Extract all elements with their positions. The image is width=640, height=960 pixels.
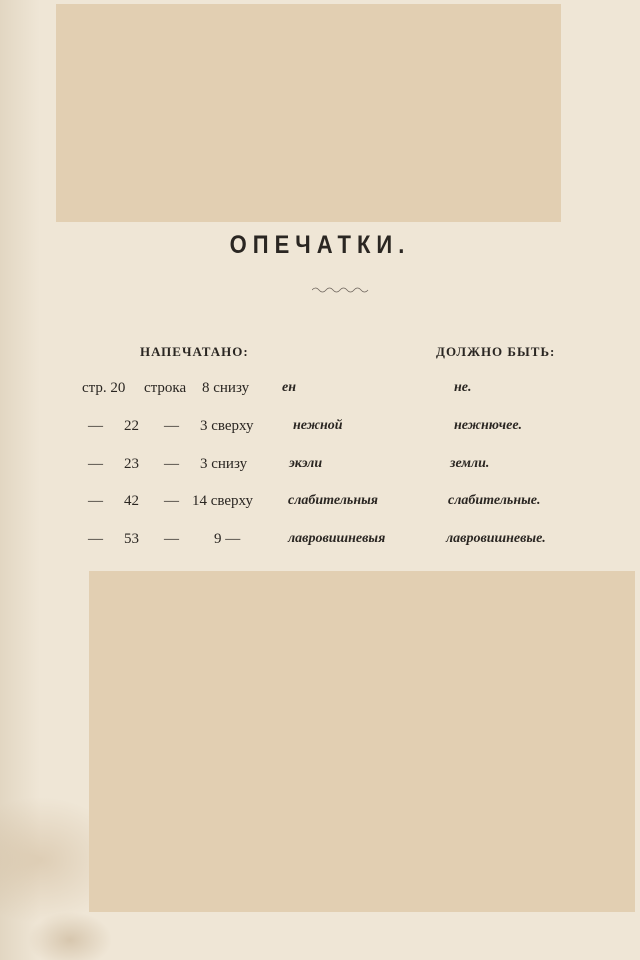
- errata-correct: не.: [454, 380, 472, 395]
- title-ornament: [312, 286, 370, 294]
- errata-row: [0, 456, 640, 480]
- errata-line: 3 снизу: [200, 456, 248, 472]
- errata-page: 22: [124, 418, 139, 434]
- errata-correct: слабительные.: [448, 493, 541, 508]
- errata-line: 3 сверху: [200, 418, 254, 434]
- errata-page: 42: [124, 493, 139, 509]
- errata-row: [0, 418, 640, 442]
- errata-correct: нежнючее.: [454, 418, 523, 433]
- errata-row: [0, 493, 640, 517]
- errata-correct: лавровишневые.: [446, 531, 546, 546]
- errata-correct: земли.: [450, 456, 490, 471]
- errata-line: 8 снизу: [202, 380, 250, 396]
- errata-wrong: нежной: [293, 418, 343, 433]
- column-header-should-be: ДОЛЖНО БЫТЬ:: [436, 344, 556, 359]
- errata-line: 9 —: [214, 531, 241, 547]
- errata-dash: —: [164, 418, 179, 434]
- errata-wrong: экэли: [289, 456, 323, 471]
- errata-line: 14 сверху: [192, 493, 253, 509]
- errata-wrong: лавровишневыя: [288, 531, 386, 546]
- errata-dash: —: [88, 418, 103, 434]
- errata-dash: —: [164, 456, 179, 472]
- errata-dash: —: [164, 531, 179, 547]
- errata-row: [0, 531, 640, 555]
- column-header-printed: НАПЕЧАТАНО:: [140, 344, 249, 359]
- redacted-region-bottom: [89, 571, 635, 912]
- errata-wrong: ен: [282, 380, 296, 395]
- page-title: ОПЕЧАТКИ.: [229, 230, 411, 259]
- errata-row: [0, 380, 640, 404]
- errata-wrong: слабительныя: [288, 493, 379, 508]
- errata-page: стр. 20: [82, 380, 126, 396]
- errata-dash: —: [164, 493, 179, 509]
- errata-dash: —: [88, 493, 103, 509]
- errata-line-word: строка: [144, 380, 187, 396]
- errata-dash: —: [88, 531, 103, 547]
- redacted-region-top: [56, 4, 561, 222]
- errata-dash: —: [88, 456, 103, 472]
- errata-page: 23: [124, 456, 139, 472]
- errata-page: 53: [124, 531, 139, 547]
